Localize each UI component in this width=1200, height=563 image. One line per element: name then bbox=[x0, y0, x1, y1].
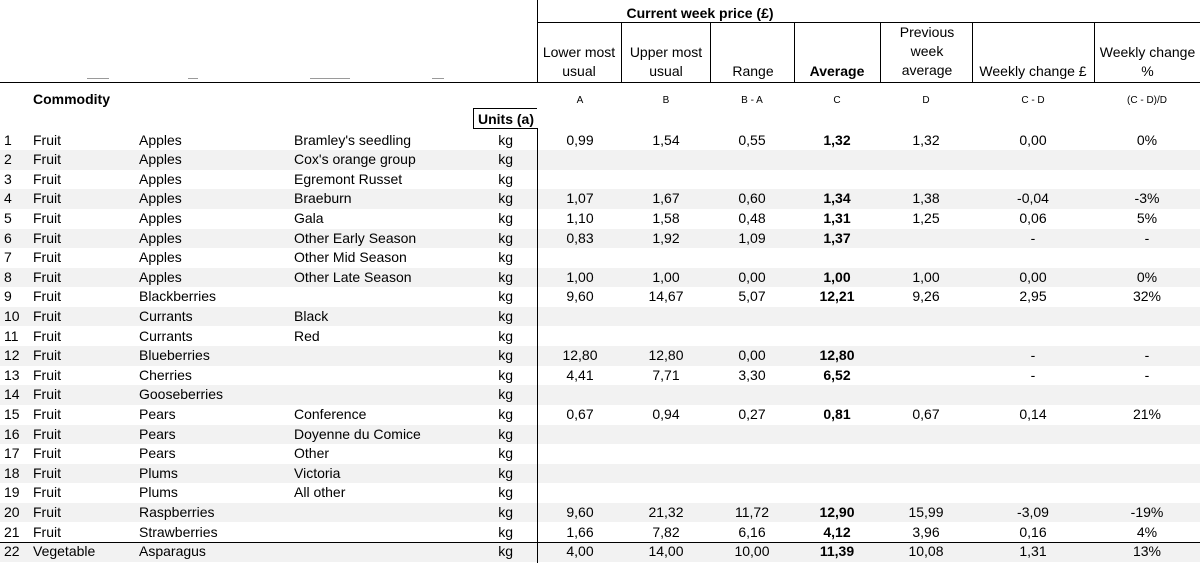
row-unit: kg bbox=[498, 405, 513, 422]
row-avg bbox=[794, 327, 880, 347]
row-unit: kg bbox=[498, 523, 513, 540]
col-header-average: Average bbox=[809, 63, 865, 79]
row-commodity: Plums bbox=[139, 484, 178, 501]
col-letter-d: D bbox=[922, 95, 930, 106]
row-lower: 1,07 bbox=[566, 190, 594, 207]
row-commodity: Currants bbox=[139, 327, 193, 344]
row-variety: Other Early Season bbox=[294, 229, 417, 246]
row-commodity: Strawberries bbox=[139, 523, 218, 540]
row-commodity: Gooseberries bbox=[139, 386, 224, 403]
row-unit: kg bbox=[498, 131, 513, 148]
row-avg bbox=[794, 425, 880, 445]
row-lower bbox=[538, 150, 622, 170]
row-prev bbox=[880, 425, 972, 445]
row-avg: 6,52 bbox=[823, 366, 851, 383]
row-number: 10 bbox=[4, 307, 20, 324]
row-pct: 0% bbox=[1136, 268, 1158, 285]
row-avg: 0,81 bbox=[823, 405, 851, 422]
col-divider bbox=[972, 22, 973, 82]
row-avg: 12,90 bbox=[819, 503, 855, 520]
row-upper: 7,82 bbox=[652, 523, 680, 540]
row-number: 3 bbox=[4, 170, 12, 187]
row-prev bbox=[880, 444, 972, 464]
col-letter-range: B - A bbox=[741, 95, 763, 106]
row-type: Fruit bbox=[33, 268, 61, 285]
row-variety: Cox's orange group bbox=[294, 151, 416, 168]
row-chg bbox=[972, 444, 1094, 464]
row-range: 0,60 bbox=[738, 190, 766, 207]
row-variety: Braeburn bbox=[294, 190, 352, 207]
row-chg: 0,16 bbox=[1019, 523, 1047, 540]
units-bottom-border bbox=[473, 128, 537, 129]
row-range bbox=[710, 248, 794, 268]
row-avg bbox=[794, 444, 880, 464]
row-commodity: Plums bbox=[139, 464, 178, 481]
row-unit: kg bbox=[498, 307, 513, 324]
row-prev bbox=[880, 150, 972, 170]
row-prev: 1,00 bbox=[912, 268, 940, 285]
row-pct bbox=[1094, 483, 1200, 503]
row-upper: 12,80 bbox=[648, 347, 684, 364]
row-type: Fruit bbox=[33, 484, 61, 501]
row-pct: 21% bbox=[1132, 405, 1162, 422]
row-unit: kg bbox=[498, 170, 513, 187]
row-avg bbox=[794, 385, 880, 405]
row-range: 5,07 bbox=[738, 288, 766, 305]
row-number: 12 bbox=[4, 347, 20, 364]
row-lower: 0,67 bbox=[566, 405, 594, 422]
row-number: 13 bbox=[4, 366, 20, 383]
units-label: Units (a) bbox=[478, 111, 534, 127]
col-letter-c: C bbox=[833, 95, 841, 106]
row-pct: - bbox=[1144, 366, 1150, 383]
row-prev: 15,99 bbox=[908, 503, 944, 520]
row-commodity: Pears bbox=[139, 405, 176, 422]
row-avg: 1,31 bbox=[823, 209, 851, 226]
row-upper: 1,58 bbox=[652, 209, 680, 226]
row-commodity: Pears bbox=[139, 425, 176, 442]
row-type: Fruit bbox=[33, 288, 61, 305]
row-commodity: Raspberries bbox=[139, 503, 215, 520]
row-upper bbox=[622, 464, 710, 484]
row-unit: kg bbox=[498, 327, 513, 344]
row-upper bbox=[622, 248, 710, 268]
row-avg: 1,34 bbox=[823, 190, 851, 207]
row-lower: 4,41 bbox=[566, 366, 594, 383]
row-number: 18 bbox=[4, 464, 20, 481]
row-chg: - bbox=[1030, 366, 1036, 383]
row-number: 16 bbox=[4, 425, 20, 442]
row-variety: Egremont Russet bbox=[294, 170, 403, 187]
row-chg: 1,31 bbox=[1019, 543, 1047, 560]
row-pct: 0% bbox=[1136, 131, 1158, 148]
row-number: 9 bbox=[4, 288, 12, 305]
row-pct bbox=[1094, 444, 1200, 464]
row-chg bbox=[972, 464, 1094, 484]
row-commodity: Cherries bbox=[139, 366, 192, 383]
row-avg bbox=[794, 464, 880, 484]
row-avg: 1,37 bbox=[823, 229, 851, 246]
row-lower bbox=[538, 483, 622, 503]
header-stub bbox=[87, 78, 109, 79]
row-lower bbox=[538, 170, 622, 190]
row-upper bbox=[622, 425, 710, 445]
row-number: 15 bbox=[4, 405, 20, 422]
row-number: 6 bbox=[4, 229, 12, 246]
col-letter-a: A bbox=[576, 95, 584, 106]
row-type: Fruit bbox=[33, 445, 61, 462]
row-range: 3,30 bbox=[738, 366, 766, 383]
row-chg: 0,06 bbox=[1019, 209, 1047, 226]
row-number: 17 bbox=[4, 445, 20, 462]
row-commodity: Apples bbox=[139, 229, 182, 246]
row-commodity: Blackberries bbox=[139, 288, 217, 305]
row-avg bbox=[794, 307, 880, 327]
row-lower bbox=[538, 248, 622, 268]
col-divider bbox=[880, 22, 881, 82]
row-lower: 12,80 bbox=[562, 347, 598, 364]
row-upper: 21,32 bbox=[648, 503, 684, 520]
row-type: Fruit bbox=[33, 190, 61, 207]
row-type: Fruit bbox=[33, 209, 61, 226]
row-pct: 5% bbox=[1136, 209, 1158, 226]
row-pct bbox=[1094, 307, 1200, 327]
row-upper: 14,67 bbox=[648, 288, 684, 305]
row-number: 8 bbox=[4, 268, 12, 285]
row-prev: 9,26 bbox=[912, 288, 940, 305]
row-avg: 11,39 bbox=[819, 543, 855, 560]
row-variety: Red bbox=[294, 327, 320, 344]
row-unit: kg bbox=[498, 209, 513, 226]
row-range bbox=[710, 327, 794, 347]
row-pct: -3% bbox=[1134, 190, 1160, 207]
row-chg bbox=[972, 483, 1094, 503]
row-variety: Black bbox=[294, 307, 329, 324]
row-pct bbox=[1094, 327, 1200, 347]
units-left-border bbox=[473, 108, 474, 128]
row-pct bbox=[1094, 170, 1200, 190]
row-pct bbox=[1094, 464, 1200, 484]
row-pct: 13% bbox=[1132, 543, 1162, 560]
row-range bbox=[710, 150, 794, 170]
row-lower bbox=[538, 307, 622, 327]
row-upper bbox=[622, 170, 710, 190]
row-prev: 0,67 bbox=[912, 405, 940, 422]
row-prev bbox=[880, 346, 972, 366]
row-pct bbox=[1094, 248, 1200, 268]
row-range bbox=[710, 307, 794, 327]
col-divider bbox=[1094, 22, 1095, 82]
row-lower: 9,60 bbox=[566, 288, 594, 305]
row-type: Fruit bbox=[33, 523, 61, 540]
row-commodity: Apples bbox=[139, 151, 182, 168]
row-prev bbox=[880, 170, 972, 190]
row-prev: 1,38 bbox=[912, 190, 940, 207]
row-number: 5 bbox=[4, 209, 12, 226]
row-upper bbox=[622, 150, 710, 170]
row-unit: kg bbox=[498, 445, 513, 462]
row-prev bbox=[880, 307, 972, 327]
row-range: 0,00 bbox=[738, 268, 766, 285]
col-header-lower: Lower most usual bbox=[542, 44, 616, 79]
row-lower: 0,83 bbox=[566, 229, 594, 246]
row-unit: kg bbox=[498, 229, 513, 246]
row-type: Fruit bbox=[33, 131, 61, 148]
row-prev bbox=[880, 366, 972, 386]
row-chg: 2,95 bbox=[1019, 288, 1047, 305]
row-type: Fruit bbox=[33, 464, 61, 481]
row-avg: 12,80 bbox=[819, 347, 855, 364]
row-pct: -19% bbox=[1130, 503, 1164, 520]
row-chg bbox=[972, 327, 1094, 347]
row-type: Fruit bbox=[33, 425, 61, 442]
row-upper: 14,00 bbox=[648, 543, 684, 560]
row-upper: 0,94 bbox=[652, 405, 680, 422]
row-lower: 9,60 bbox=[566, 503, 594, 520]
row-chg bbox=[972, 425, 1094, 445]
row-number: 7 bbox=[4, 249, 12, 266]
col-header-weekly-change-gbp: Weekly change £ bbox=[979, 63, 1087, 79]
row-unit: kg bbox=[498, 386, 513, 403]
row-type: Fruit bbox=[33, 229, 61, 246]
row-range: 10,00 bbox=[734, 543, 770, 560]
row-chg bbox=[972, 170, 1094, 190]
row-type: Fruit bbox=[33, 386, 61, 403]
row-chg: -3,09 bbox=[1017, 503, 1049, 520]
header-stub bbox=[310, 78, 350, 79]
row-prev: 1,25 bbox=[912, 209, 940, 226]
row-range bbox=[710, 483, 794, 503]
row-prev bbox=[880, 229, 972, 249]
col-header-upper: Upper most usual bbox=[629, 44, 703, 79]
commodity-label: Commodity bbox=[33, 91, 110, 107]
row-commodity: Pears bbox=[139, 445, 176, 462]
row-type: Fruit bbox=[33, 347, 61, 364]
row-commodity: Currants bbox=[139, 307, 193, 324]
row-chg: - bbox=[1030, 229, 1036, 246]
row-prev bbox=[880, 464, 972, 484]
row-range bbox=[710, 385, 794, 405]
row-unit: kg bbox=[498, 503, 513, 520]
row-number: 19 bbox=[4, 484, 20, 501]
row-type: Fruit bbox=[33, 327, 61, 344]
row-variety: Gala bbox=[294, 209, 324, 226]
row-variety: Other Mid Season bbox=[294, 249, 407, 266]
row-number: 21 bbox=[4, 523, 20, 540]
row-variety: Doyenne du Comice bbox=[294, 425, 421, 442]
header-bottom-line bbox=[0, 82, 1200, 83]
row-commodity: Apples bbox=[139, 249, 182, 266]
row-prev bbox=[880, 385, 972, 405]
row-pct: - bbox=[1144, 347, 1150, 364]
row-lower bbox=[538, 425, 622, 445]
col-header-range: Range bbox=[732, 63, 774, 79]
row-range: 0,48 bbox=[738, 209, 766, 226]
col-header-previous: Previous week average bbox=[899, 24, 955, 78]
row-variety: Other Late Season bbox=[294, 268, 412, 285]
row-unit: kg bbox=[498, 425, 513, 442]
row-number: 4 bbox=[4, 190, 12, 207]
row-number: 1 bbox=[4, 131, 12, 148]
row-chg: 0,00 bbox=[1019, 131, 1047, 148]
row-unit: kg bbox=[498, 366, 513, 383]
row-unit: kg bbox=[498, 347, 513, 364]
col-letter-pct: (C - D)/D bbox=[1127, 95, 1167, 106]
row-type: Fruit bbox=[33, 405, 61, 422]
row-range: 11,72 bbox=[735, 503, 769, 520]
row-lower: 1,66 bbox=[566, 523, 594, 540]
row-unit: kg bbox=[498, 543, 513, 560]
row-commodity: Apples bbox=[139, 190, 182, 207]
row-unit: kg bbox=[498, 151, 513, 168]
row-pct: - bbox=[1144, 229, 1150, 246]
row-type: Vegetable bbox=[33, 543, 96, 560]
row-range bbox=[710, 170, 794, 190]
row-prev bbox=[880, 327, 972, 347]
row-upper: 1,54 bbox=[652, 131, 680, 148]
row-avg: 12,21 bbox=[819, 288, 855, 305]
units-top-border bbox=[473, 108, 537, 109]
col-divider bbox=[710, 22, 711, 82]
row-lower: 0,99 bbox=[566, 131, 594, 148]
row-range: 0,00 bbox=[738, 347, 766, 364]
row-unit: kg bbox=[498, 190, 513, 207]
row-variety: Conference bbox=[294, 405, 367, 422]
row-variety: All other bbox=[294, 484, 346, 501]
row-pct: 32% bbox=[1132, 288, 1162, 305]
row-lower bbox=[538, 385, 622, 405]
header-stub bbox=[432, 78, 444, 79]
row-range: 6,16 bbox=[738, 523, 766, 540]
row-chg bbox=[972, 248, 1094, 268]
row-avg: 4,12 bbox=[823, 523, 851, 540]
col-letter-b: B bbox=[662, 95, 670, 106]
row-lower: 4,00 bbox=[566, 543, 594, 560]
row-chg: - bbox=[1030, 347, 1036, 364]
row-commodity: Apples bbox=[139, 209, 182, 226]
row-avg bbox=[794, 170, 880, 190]
row-upper bbox=[622, 385, 710, 405]
row-chg: 0,14 bbox=[1019, 405, 1047, 422]
row-prev: 3,96 bbox=[912, 523, 940, 540]
row-avg bbox=[794, 248, 880, 268]
data-left-border bbox=[537, 128, 538, 563]
col-divider bbox=[794, 22, 795, 82]
header-stub bbox=[188, 78, 198, 79]
row-avg: 1,00 bbox=[823, 268, 851, 285]
row-commodity: Blueberries bbox=[139, 347, 210, 364]
row-upper bbox=[622, 444, 710, 464]
row-range: 1,09 bbox=[738, 229, 766, 246]
group-title: Current week price (£) bbox=[626, 5, 774, 21]
row-range: 0,55 bbox=[738, 131, 766, 148]
row-pct bbox=[1094, 150, 1200, 170]
row-unit: kg bbox=[498, 484, 513, 501]
row-number: 14 bbox=[4, 386, 20, 403]
row-type: Fruit bbox=[33, 249, 61, 266]
row-range: 0,27 bbox=[738, 405, 766, 422]
row-pct bbox=[1094, 425, 1200, 445]
row-chg: 0,00 bbox=[1019, 268, 1047, 285]
row-type: Fruit bbox=[33, 503, 61, 520]
row-lower: 1,00 bbox=[566, 268, 594, 285]
row-upper bbox=[622, 483, 710, 503]
row-commodity: Apples bbox=[139, 131, 182, 148]
row-upper: 7,71 bbox=[652, 366, 680, 383]
row-range bbox=[710, 464, 794, 484]
row-chg bbox=[972, 150, 1094, 170]
row-chg bbox=[972, 385, 1094, 405]
col-divider bbox=[537, 0, 538, 82]
col-header-weekly-change-pct: Weekly change % bbox=[1099, 44, 1196, 79]
row-number: 11 bbox=[4, 327, 19, 344]
row-lower: 1,10 bbox=[566, 209, 594, 226]
row-pct: 4% bbox=[1136, 523, 1158, 540]
row-number: 22 bbox=[4, 543, 20, 560]
last-row-top-border bbox=[0, 542, 1200, 543]
row-upper bbox=[622, 307, 710, 327]
row-commodity: Apples bbox=[139, 268, 182, 285]
row-avg bbox=[794, 150, 880, 170]
row-chg: -0,04 bbox=[1017, 190, 1049, 207]
row-variety: Other bbox=[294, 445, 330, 462]
row-variety: Bramley's seedling bbox=[294, 131, 412, 148]
row-prev: 1,32 bbox=[912, 131, 940, 148]
row-range bbox=[710, 444, 794, 464]
header-top-line bbox=[537, 22, 1200, 23]
row-number: 20 bbox=[4, 503, 20, 520]
row-prev: 10,08 bbox=[908, 543, 944, 560]
row-upper: 1,92 bbox=[652, 229, 680, 246]
row-range bbox=[710, 425, 794, 445]
row-upper: 1,00 bbox=[652, 268, 680, 285]
row-lower bbox=[538, 444, 622, 464]
row-variety: Victoria bbox=[294, 464, 341, 481]
col-letter-change: C - D bbox=[1021, 95, 1045, 106]
row-unit: kg bbox=[498, 288, 513, 305]
row-type: Fruit bbox=[33, 170, 61, 187]
col-divider bbox=[621, 22, 622, 82]
row-commodity: Apples bbox=[139, 170, 182, 187]
row-type: Fruit bbox=[33, 307, 61, 324]
row-unit: kg bbox=[498, 464, 513, 481]
row-unit: kg bbox=[498, 268, 513, 285]
row-upper bbox=[622, 327, 710, 347]
row-type: Fruit bbox=[33, 366, 61, 383]
row-chg bbox=[972, 307, 1094, 327]
row-pct bbox=[1094, 385, 1200, 405]
row-type: Fruit bbox=[33, 151, 61, 168]
row-prev bbox=[880, 248, 972, 268]
row-upper: 1,67 bbox=[652, 190, 680, 207]
row-prev bbox=[880, 483, 972, 503]
row-lower bbox=[538, 464, 622, 484]
row-commodity: Asparagus bbox=[139, 543, 206, 560]
row-unit: kg bbox=[498, 249, 513, 266]
row-number: 2 bbox=[4, 151, 12, 168]
row-avg: 1,32 bbox=[823, 131, 851, 148]
row-avg bbox=[794, 483, 880, 503]
row-lower bbox=[538, 327, 622, 347]
